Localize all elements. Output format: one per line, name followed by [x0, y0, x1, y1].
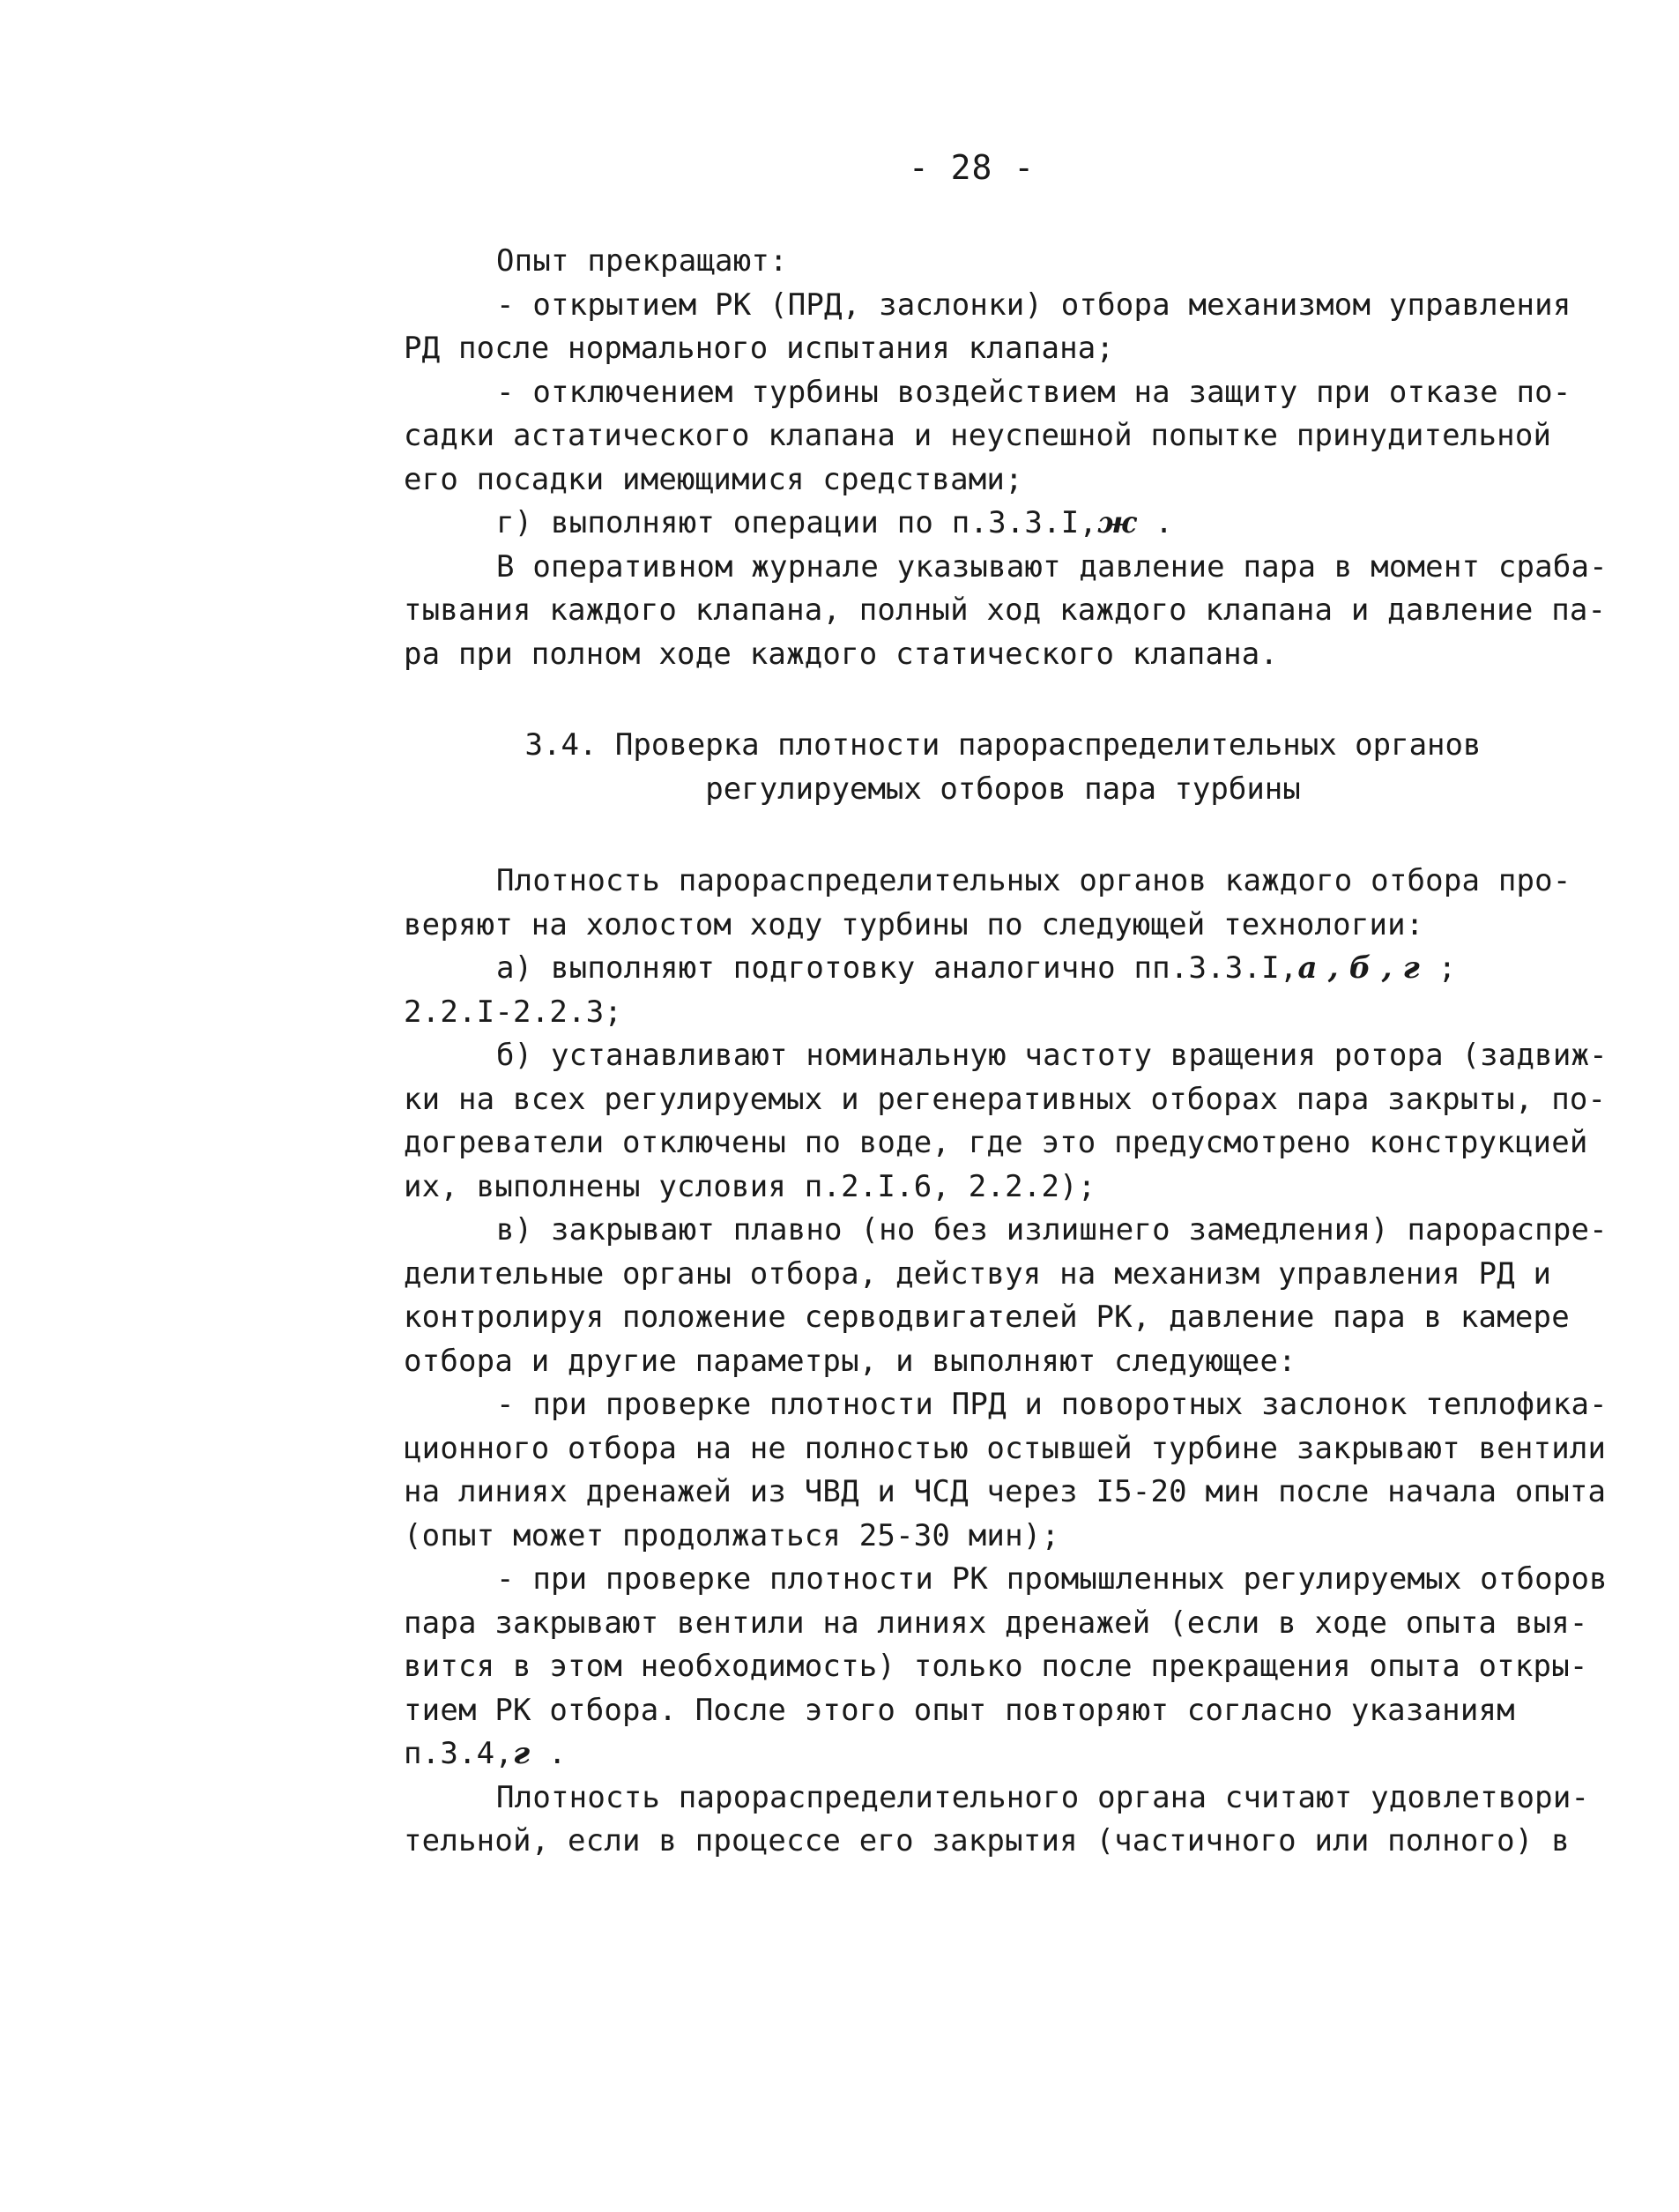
- line-text: п.3.4,: [404, 1736, 514, 1771]
- paragraph-line: [404, 589, 1607, 633]
- line-text: веряют на холостом ходу турбины по следующей технологии:: [404, 906, 1424, 942]
- paragraph-line: [404, 1558, 1608, 1602]
- paragraph-line: [404, 1602, 1602, 1646]
- paragraph-line: [404, 414, 1602, 458]
- text-block-section-3-4: [404, 860, 1608, 1864]
- paragraph-line: [404, 546, 1608, 590]
- paragraph-line: [404, 1471, 1607, 1515]
- paragraph-line: [404, 904, 1602, 948]
- line-text: 2.2.I-2.2.3;: [404, 994, 623, 1030]
- paragraph-line: [404, 1820, 1602, 1864]
- paragraph-line: [404, 1166, 1602, 1210]
- paragraph-line: [404, 1776, 1602, 1821]
- paragraph-line: [404, 1034, 1608, 1078]
- line-text: г) выполняют операции по п.3.3.I,: [496, 505, 1098, 540]
- line-punctuation: ;: [1420, 950, 1457, 986]
- line-text: Плотность парораспределительного органа считают удовлетвори-: [496, 1779, 1590, 1815]
- line-text: РД после нормального испытания клапана;: [404, 331, 1115, 366]
- line-text: тельной, если в процессе его закрытия (частичного или полного) в: [404, 1823, 1570, 1858]
- paragraph-line: [404, 1732, 1602, 1776]
- paragraph-line: [404, 1427, 1607, 1471]
- line-text: тием РК отбора. После этого опыт повторяют согласно указаниям: [404, 1692, 1515, 1728]
- line-text: Опыт прекращают:: [496, 243, 788, 279]
- line-text: догреватели отключены по воде, где это предусмотрено конструкцией: [404, 1125, 1588, 1160]
- paragraph-line: [404, 991, 1602, 1035]
- line-text: тывания каждого клапана, полный ход каждого клапана и давление па-: [404, 592, 1607, 628]
- paragraph-line: [404, 371, 1602, 415]
- paragraph-line: [404, 1689, 1602, 1733]
- line-punctuation: .: [530, 1736, 567, 1771]
- paragraph-line: [404, 860, 1602, 904]
- line-punctuation: .: [1136, 505, 1174, 540]
- paragraph-line: [404, 458, 1602, 503]
- text-block-intro: [404, 240, 1608, 676]
- line-text: ра при полном ходе каждого статического клапана.: [404, 636, 1279, 672]
- line-text: делительные органы отбора, действуя на механизм управления РД и: [404, 1255, 1552, 1292]
- page-number: - 28 -: [908, 148, 1036, 187]
- paragraph-line: [404, 502, 1602, 546]
- paragraph-line: [404, 1645, 1602, 1689]
- paragraph-line: [404, 1121, 1602, 1166]
- line-text: на линиях дренажей из ЧВД и ЧСД через I5-20 мин после начала опыта: [404, 1474, 1607, 1509]
- line-text: - при проверке плотности РК промышленных регулируемых отборов: [496, 1561, 1608, 1597]
- paragraph-line: [404, 1253, 1602, 1297]
- heading-line: 3.4. Проверка плотности парораспределительных органов: [524, 727, 1482, 763]
- line-text: б) устанавливают номинальную частоту вращения ротора (задвиж-: [496, 1038, 1608, 1073]
- paragraph-line: [404, 1209, 1608, 1253]
- section-heading-3-4: [404, 723, 1602, 810]
- paragraph-line: [404, 633, 1602, 677]
- line-text: Плотность парораспределительных органов каждого отбора про-: [496, 863, 1571, 898]
- line-text: пара закрывают вентили на линиях дренажей (если в ходе опыта выя-: [404, 1605, 1588, 1641]
- paragraph-line: [404, 947, 1602, 991]
- paragraph-line: [404, 1515, 1602, 1559]
- heading-line: регулируемых отборов пара турбины: [705, 771, 1301, 807]
- paragraph-line: [404, 1078, 1607, 1122]
- line-text: в) закрывают плавно (но без излишнего замедления) парораспре-: [496, 1212, 1608, 1248]
- line-text: их, выполнены условия п.2.I.6, 2.2.2);: [404, 1168, 1096, 1204]
- line-text: отбора и другие параметры, и выполняют следующее:: [404, 1343, 1296, 1379]
- line-text: его посадки имеющимися средствами;: [404, 461, 1023, 497]
- line-text: контролируя положение серводвигателей РК, давление пара в камере: [404, 1300, 1570, 1335]
- line-text: садки астатического клапана и неуспешной попытке принудительной: [404, 418, 1552, 453]
- line-text: ционного отбора на не полностью остывшей турбине закрывают вентили: [404, 1430, 1607, 1466]
- line-text: вится в этом необходимость) только после прекращения опыта откры-: [404, 1649, 1588, 1684]
- paragraph-line: [404, 1383, 1608, 1427]
- line-text: В оперативном журнале указывают давление пара в момент сраба-: [496, 548, 1608, 585]
- line-text: - при проверке плотности ПРД и поворотных заслонок теплофика-: [496, 1387, 1608, 1422]
- paragraph-line: [404, 1340, 1602, 1384]
- italic-reference: г: [513, 1736, 531, 1771]
- line-text: ки на всех регулируемых и регенеративных отборах пара закрыты, по-: [404, 1081, 1607, 1117]
- paragraph-line: [404, 240, 1602, 284]
- paragraph-line: [404, 284, 1602, 328]
- paragraph-line: [404, 1296, 1602, 1340]
- line-text: - отключением турбины воздействием на защиту при отказе по-: [496, 374, 1571, 410]
- line-text: (опыт может продолжаться 25-30 мин);: [404, 1517, 1060, 1553]
- italic-reference: а , б , г: [1297, 950, 1420, 986]
- line-text: - открытием РК (ПРД, заслонки) отбора механизмом управления: [496, 287, 1571, 323]
- italic-reference: ж: [1097, 505, 1137, 540]
- line-text: а) выполняют подготовку аналогично пп.3.3.I,: [496, 950, 1298, 986]
- paragraph-line: [404, 327, 1602, 371]
